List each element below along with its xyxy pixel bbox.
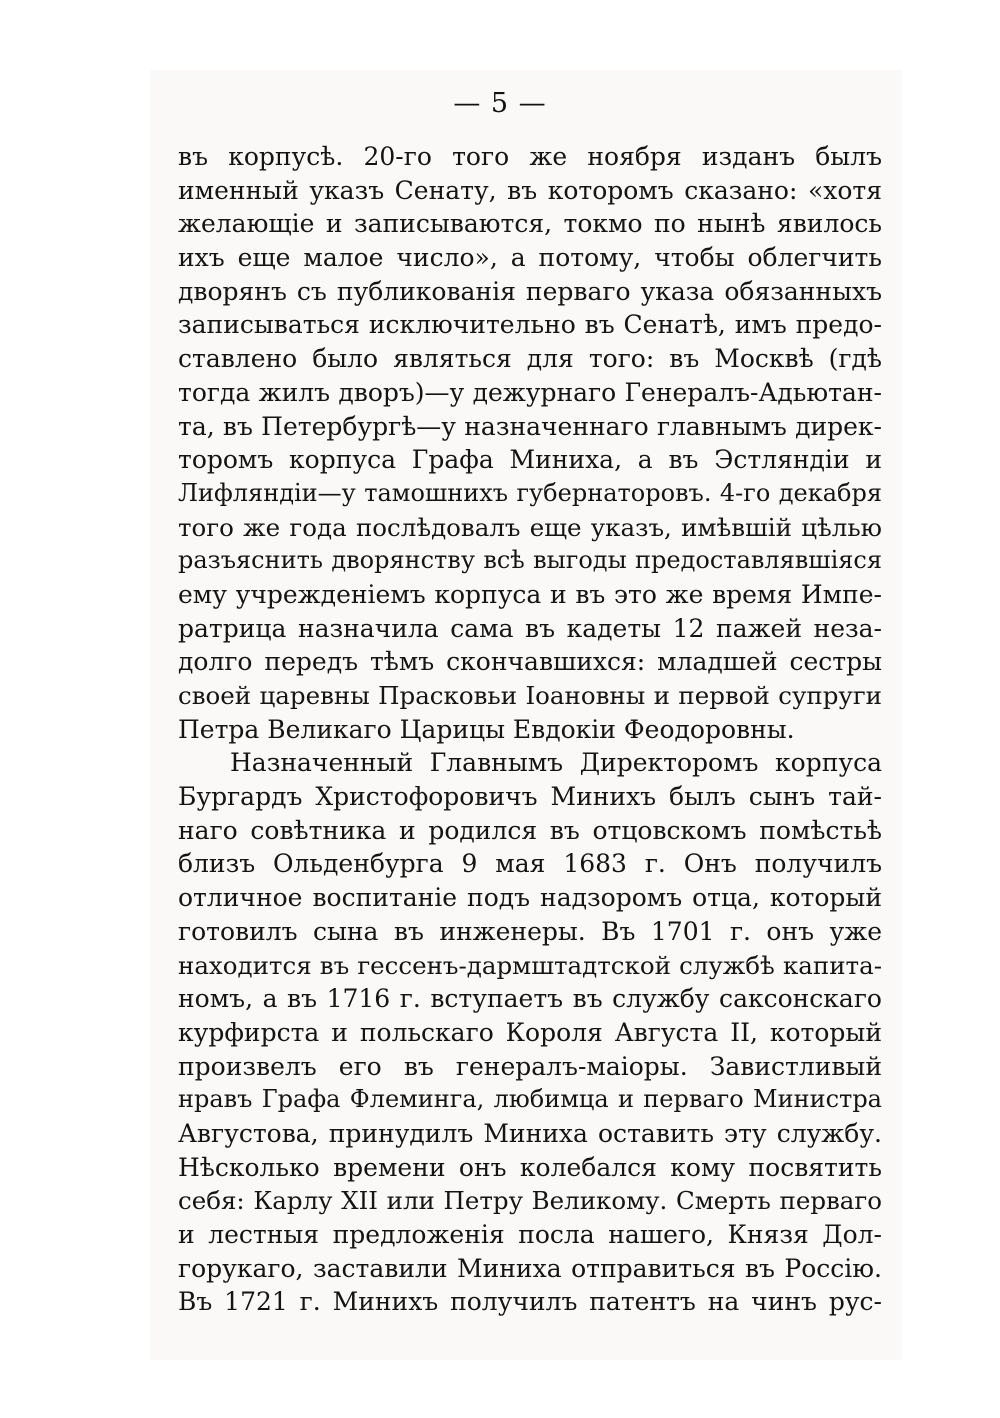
text-line: номъ, а въ 1716 г. вступаетъ въ службу саксонскаго [178, 984, 882, 1014]
text-line: наго совѣтника и родился въ отцовскомъ помѣстьѣ [178, 815, 882, 845]
text-line: долго передъ тѣмъ скончавшихся: младшей сестры [178, 647, 882, 677]
text-line: ихъ еще малое число», а потому, чтобы облегчить [178, 243, 882, 273]
text-line: нравъ Графа Флеминга, любимца и перваго Министра [178, 1085, 882, 1114]
text-line: и лестныя предложенія посла нашего, Князя Дол- [178, 1220, 882, 1249]
text-line: записываться исключительно въ Сенатѣ, имъ предо- [178, 310, 882, 340]
text-line: находится въ гессенъ-дармштадтской службѣ капита- [178, 950, 882, 980]
text-line: себя: Карлу XII или Петру Великому. Смерть перваго [178, 1186, 882, 1216]
page-number: — 5 — [453, 88, 547, 119]
text-line: того же года послѣдовалъ еще указъ, имѣвшій цѣлью [178, 512, 882, 542]
text-line: Въ 1721 г. Минихъ получилъ патентъ на чинъ рус- [178, 1287, 882, 1317]
text-line: горукаго, заставили Миниха отправиться въ Россію. [178, 1253, 882, 1283]
text-line: ставлено было являться для того: въ Москвѣ (гдѣ [178, 344, 882, 374]
text-line: ратрица назначила сама въ кадеты 12 пажей неза- [178, 613, 882, 643]
text-line: Нѣсколько времени онъ колебался кому посвятить [178, 1152, 882, 1182]
text-line: дворянъ съ публикованія перваго указа обязанныхъ [178, 276, 882, 306]
text-line: произвелъ его въ генералъ-маіоры. Завистливый [178, 1051, 882, 1081]
text-line: своей царевны Прасковьи Іоановны и первой супруги [178, 681, 882, 710]
text-line: Бургардъ Христофоровичъ Минихъ былъ сынъ тай- [178, 782, 882, 812]
text-line: разъяснить дворянству всѣ выгоды предоставлявшіяся [178, 546, 882, 575]
text-line: готовилъ сына въ инженеры. Въ 1701 г. онъ уже [178, 916, 882, 946]
text-line: отличное воспитаніе подъ надзоромъ отца, который [178, 883, 882, 913]
text-line: Назначенный Главнымъ Директоромъ корпуса [230, 748, 882, 778]
text-line: Августова, принудилъ Миниха оставить эту службу. [178, 1118, 882, 1148]
text-line: близъ Ольденбурга 9 мая 1683 г. Онъ получилъ [178, 849, 882, 879]
text-line: курфирста и польскаго Короля Августа II, который [178, 1017, 882, 1047]
text-line: та, въ Петербургѣ—у назначеннаго главнымъ дирек- [178, 411, 882, 441]
text-line: тогда жилъ дворъ)—у дежурнаго Генералъ-Адьютан- [178, 377, 882, 407]
text-line: именный указъ Сенату, въ которомъ сказано: «хотя [178, 175, 882, 205]
text-line: въ корпусѣ. 20-го того же ноября изданъ былъ [178, 142, 882, 171]
body-text [178, 140, 882, 1319]
paragraph-1 [178, 140, 882, 746]
text-line: Петра Великаго Царицы Евдокіи Феодоровны. [178, 714, 795, 744]
text-line: ему учрежденіемъ корпуса и въ это же время Импе- [178, 579, 882, 609]
paragraph-2 [178, 746, 882, 1319]
text-line: желающіе и записываются, токмо по нынѣ явилось [178, 209, 882, 239]
text-line: Лифляндіи—у тамошнихъ губернаторовъ. 4-го декабря [178, 478, 882, 507]
text-line: торомъ корпуса Графа Миниха, а въ Эстляндіи и [178, 445, 882, 475]
